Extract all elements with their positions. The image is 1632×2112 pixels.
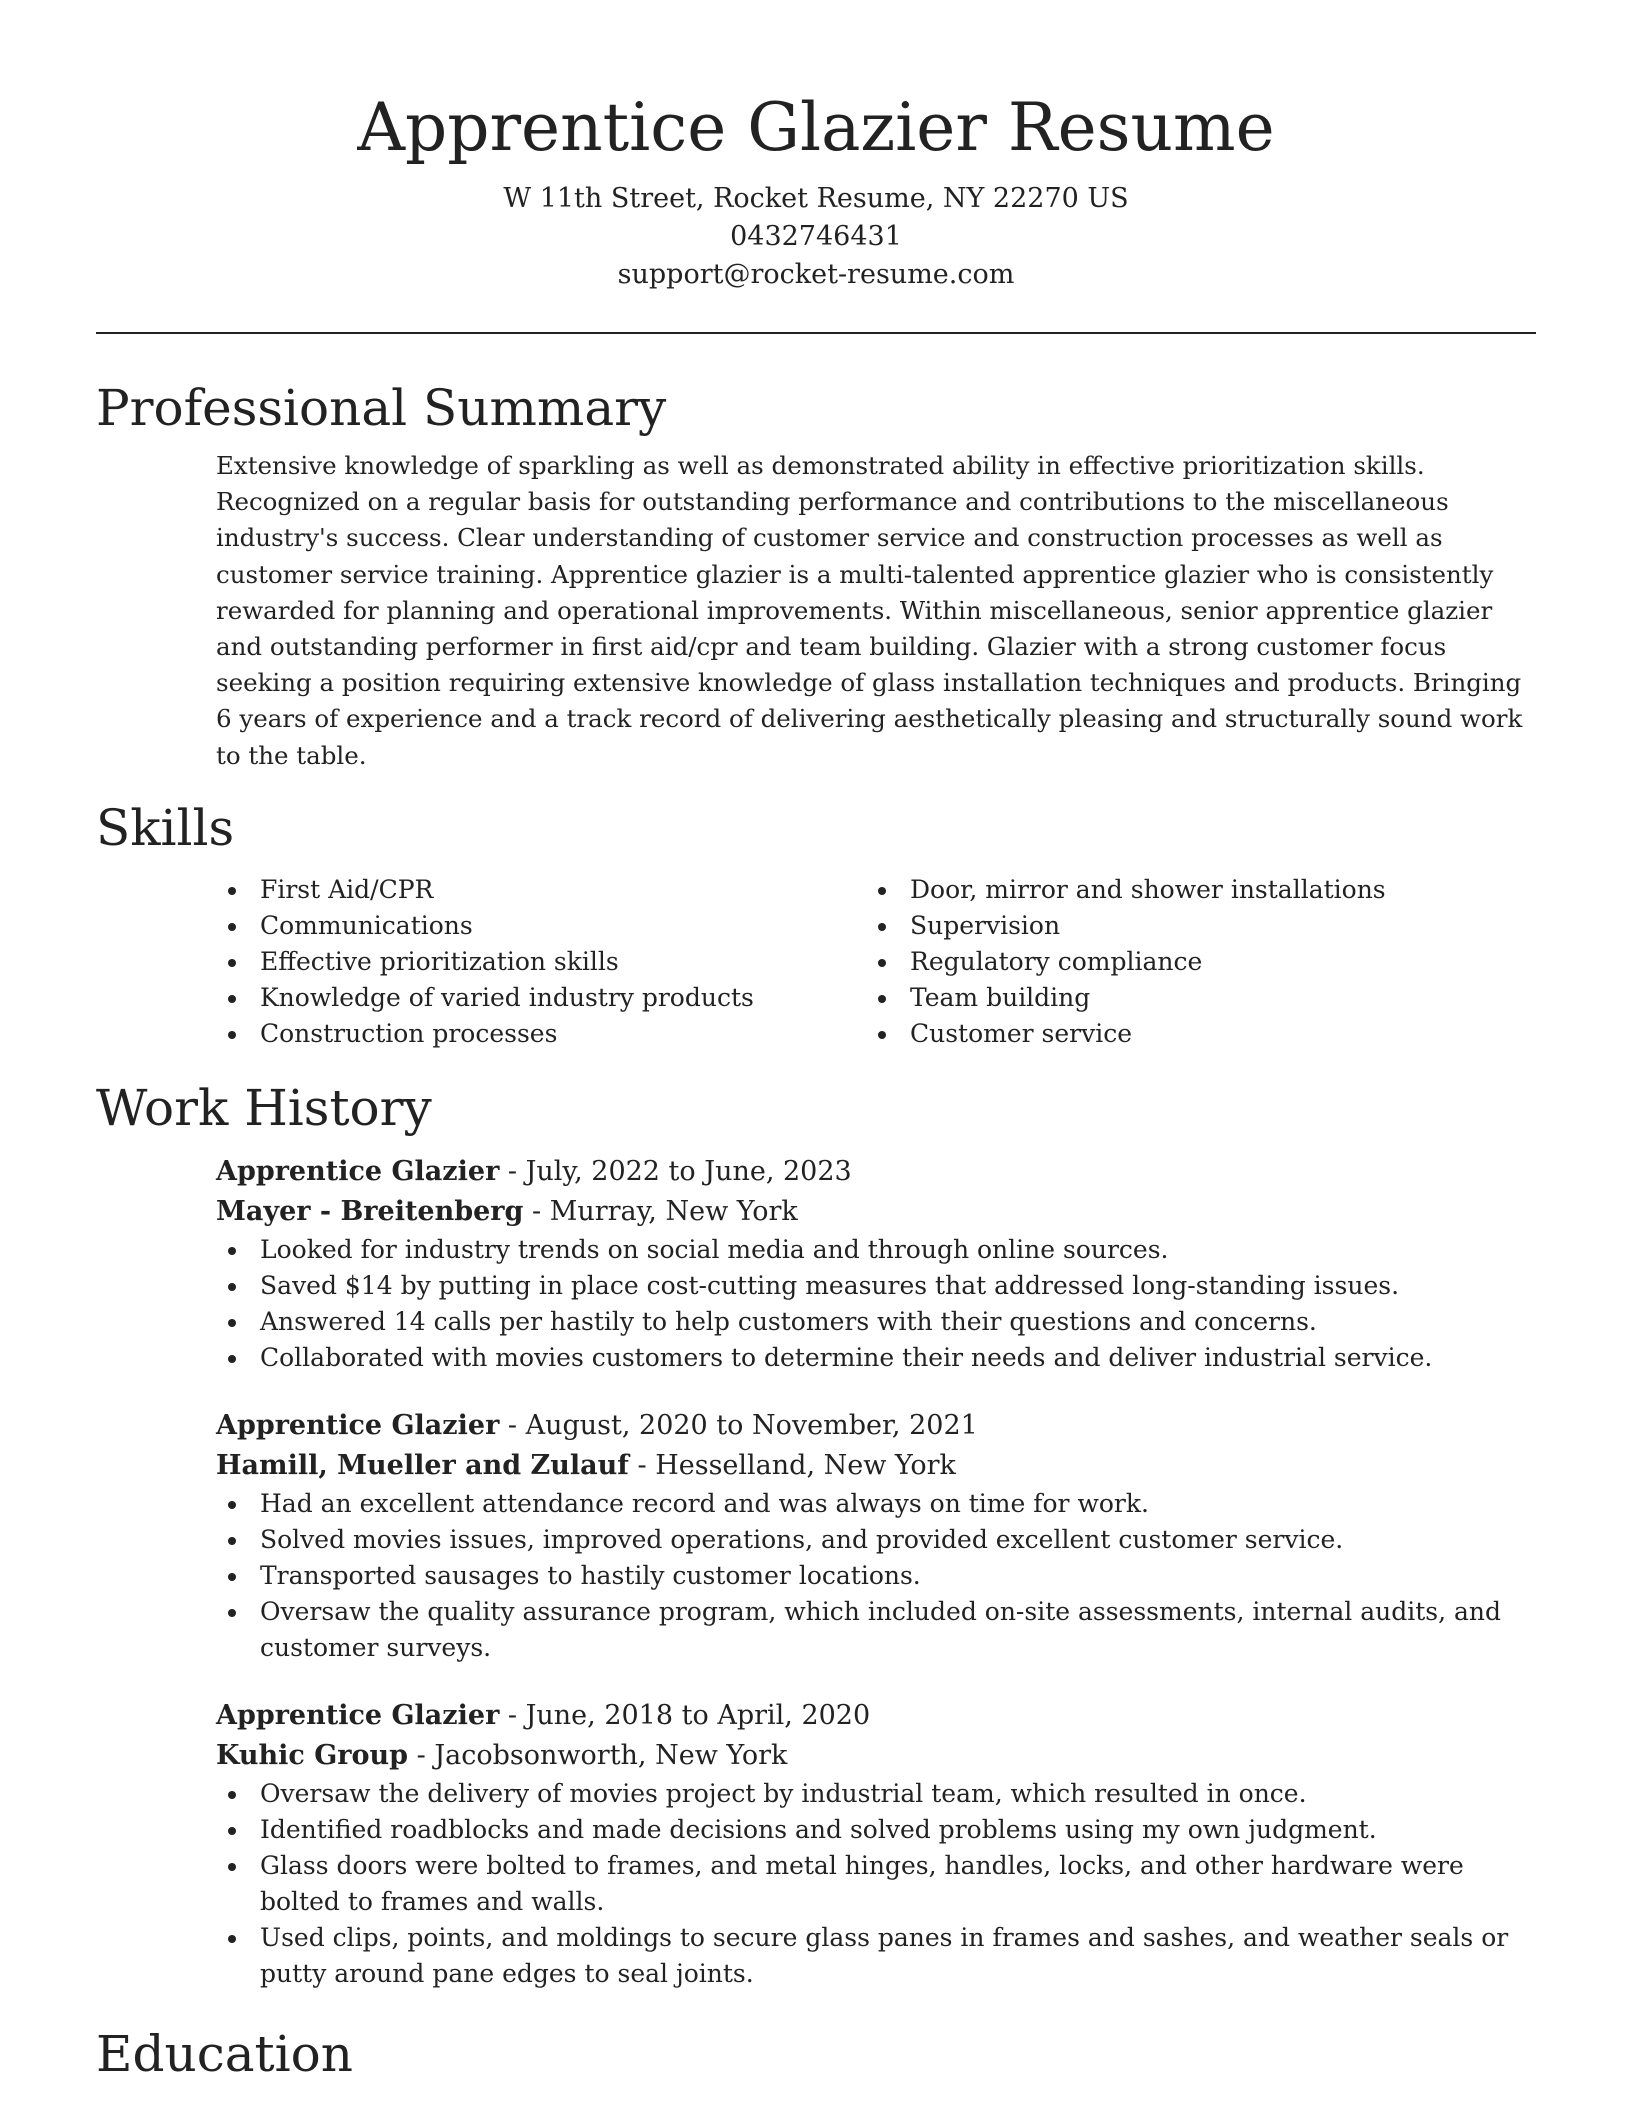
job-bullet: Collaborated with movies customers to determine their needs and deliver industrial service. [216, 1340, 1536, 1376]
job-role: Apprentice Glazier [216, 1699, 500, 1731]
education-heading: Education [96, 2024, 353, 2083]
skills-heading: Skills [96, 798, 235, 857]
job-bullet: Looked for industry trends on social media and through online sources. [216, 1232, 1536, 1268]
skill-item: First Aid/CPR [216, 872, 866, 908]
job-role: Apprentice Glazier [216, 1155, 500, 1187]
job-location: - Hesselland, New York [628, 1449, 956, 1481]
work-history-heading: Work History [96, 1078, 432, 1137]
summary-heading: Professional Summary [96, 379, 667, 437]
education-section [96, 2022, 1536, 2086]
skills-left-column [216, 872, 866, 1052]
resume-page [96, 0, 1536, 2086]
contact-block [96, 180, 1536, 294]
job-bullet: Oversaw the delivery of movies project by industrial team, which resulted in once. [216, 1776, 1536, 1812]
skills-section [96, 796, 1536, 1052]
job-entry [216, 1152, 1536, 1376]
phone-number: 0432746431 [730, 221, 902, 252]
job-bullets [216, 1232, 1536, 1376]
job-bullets [216, 1486, 1536, 1666]
email-address: support@rocket-resume.com [617, 259, 1015, 290]
resume-header [96, 0, 1536, 294]
job-bullet: Had an excellent attendance record and was always on time for work. [216, 1486, 1536, 1522]
job-dates: - June, 2018 to April, 2020 [499, 1699, 871, 1731]
job-title-line [216, 1152, 1536, 1192]
job-company: Kuhic Group [216, 1739, 409, 1771]
job-company-line [216, 1736, 1536, 1776]
job-dates: - August, 2020 to November, 2021 [499, 1409, 978, 1441]
skill-item: Effective prioritization skills [216, 944, 866, 980]
job-company-line [216, 1446, 1536, 1486]
address: W 11th Street, Rocket Resume, NY 22270 US [503, 183, 1129, 214]
job-dates: - July, 2022 to June, 2023 [499, 1155, 852, 1187]
header-divider [96, 332, 1536, 334]
job-bullet: Saved $14 by putting in place cost-cutting measures that addressed long-standing issues. [216, 1268, 1536, 1304]
skill-item: Regulatory compliance [866, 944, 1516, 980]
job-entry [216, 1406, 1536, 1666]
job-bullet: Oversaw the quality assurance program, which included on-site assessments, internal audits, and customer surveys. [216, 1594, 1536, 1666]
job-bullet: Solved movies issues, improved operations, and provided excellent customer service. [216, 1522, 1536, 1558]
job-bullet: Used clips, points, and moldings to secure glass panes in frames and sashes, and weather seals or putty around pane edges to seal joints. [216, 1920, 1536, 1992]
job-entry [216, 1696, 1536, 1992]
job-bullet: Glass doors were bolted to frames, and metal hinges, handles, locks, and other hardware were bolted to frames and walls. [216, 1848, 1536, 1920]
job-bullet: Transported sausages to hastily customer locations. [216, 1558, 1536, 1594]
job-bullet: Identified roadblocks and made decisions and solved problems using my own judgment. [216, 1812, 1536, 1848]
job-bullets [216, 1776, 1536, 1992]
work-history-section [96, 1076, 1536, 1992]
job-role: Apprentice Glazier [216, 1409, 500, 1441]
resume-title: Apprentice Glazier Resume [357, 89, 1275, 166]
job-bullet: Answered 14 calls per hastily to help customers with their questions and concerns. [216, 1304, 1536, 1340]
skill-item: Door, mirror and shower installations [866, 872, 1516, 908]
skills-grid [216, 872, 1536, 1052]
job-company: Hamill, Mueller and Zulauf [216, 1449, 629, 1481]
skill-item: Construction processes [216, 1016, 866, 1052]
summary-section [96, 376, 1536, 774]
job-location: - Jacobsonworth, New York [408, 1739, 788, 1771]
skill-item: Knowledge of varied industry products [216, 980, 866, 1016]
skills-right-column [866, 872, 1516, 1052]
job-title-line [216, 1696, 1536, 1736]
summary-text: Extensive knowledge of sparkling as well as demonstrated ability in effective prioritization skills. Recognized on a regular basis for outstanding performance and contributions to the miscellaneous industry's success. Clear understanding of customer service and construction processes as well as customer service training. Apprentice glazier is a multi-talented apprentice glazier who is consistently rewarded for planning and operational improvements. Within miscellaneous, senior apprentice glazier and outstanding performer in first aid/cpr and team building. Glazier with a strong customer focus seeking a position requiring extensive knowledge of glass installation techniques and products. Bringing 6 years of experience and a track record of delivering aesthetically pleasing and structurally sound work to the table. [216, 451, 1523, 770]
job-title-line [216, 1406, 1536, 1446]
job-company-line [216, 1192, 1536, 1232]
skill-item: Supervision [866, 908, 1516, 944]
skill-item: Team building [866, 980, 1516, 1016]
skill-item: Customer service [866, 1016, 1516, 1052]
job-location: - Murray, New York [523, 1195, 798, 1227]
job-company: Mayer - Breitenberg [216, 1195, 524, 1227]
skill-item: Communications [216, 908, 866, 944]
